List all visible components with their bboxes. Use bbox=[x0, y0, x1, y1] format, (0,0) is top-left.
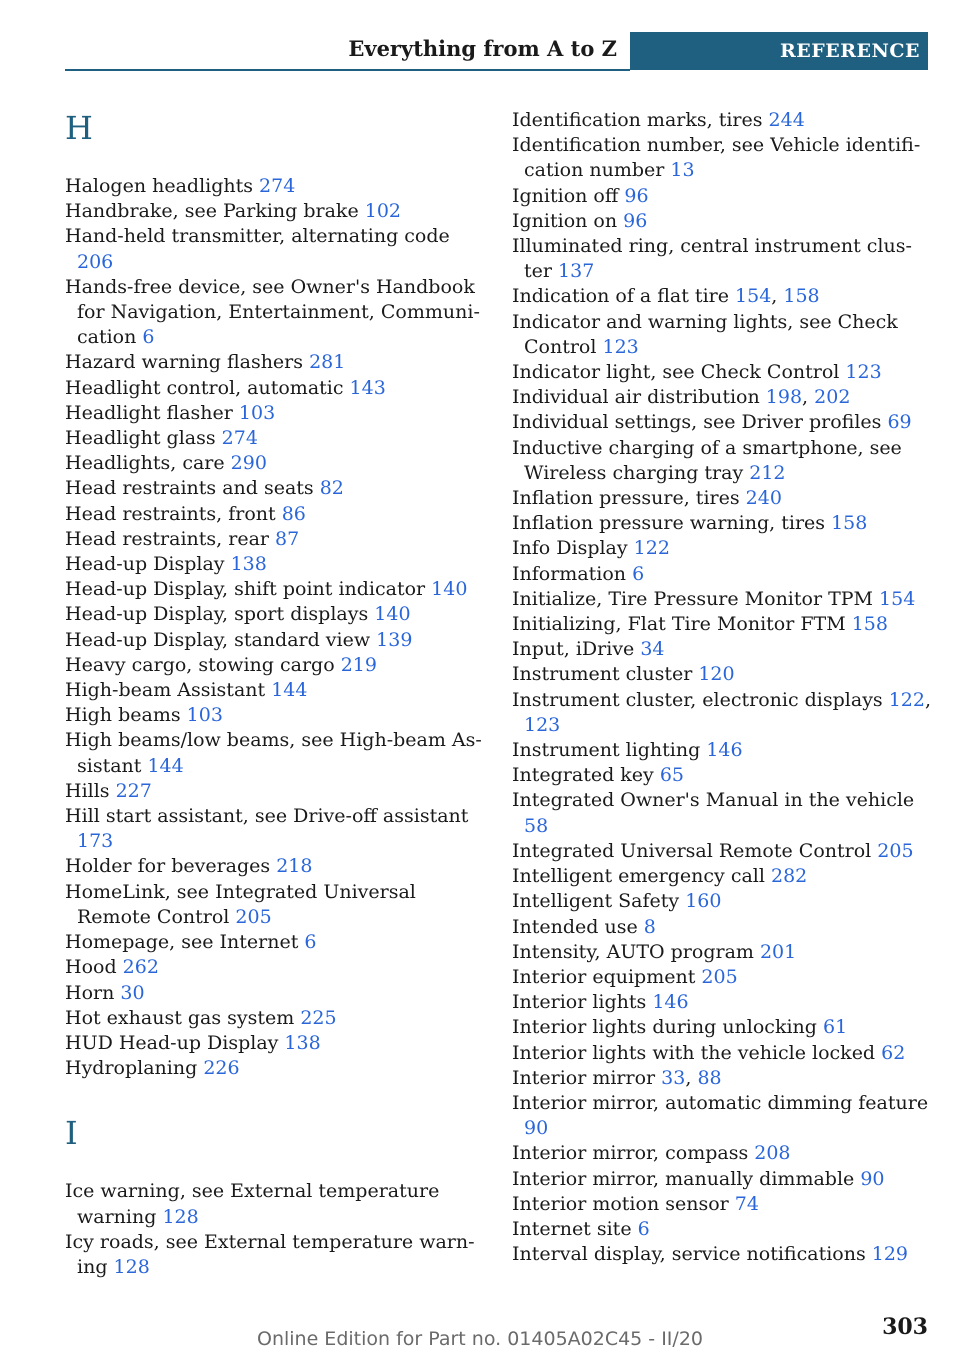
index-entry-term: HomeLink, see Integrated Universal Remote Control bbox=[65, 880, 416, 928]
index-entry bbox=[512, 612, 932, 637]
index-entry-term: Info Display bbox=[512, 537, 634, 560]
index-entry-term: Internet site bbox=[512, 1217, 638, 1240]
index-entry bbox=[65, 376, 485, 401]
index-entry-term: High-beam Assistant bbox=[65, 679, 272, 702]
page-reference-link[interactable]: 90 bbox=[524, 1117, 549, 1140]
index-entry bbox=[512, 385, 932, 410]
index-entry-term: Hill start assistant, see Drive-off assistant bbox=[65, 805, 469, 828]
index-entry-term: Identification number, see Vehicle identification number bbox=[512, 134, 921, 182]
index-entry-list bbox=[65, 174, 485, 1081]
page-reference-link[interactable]: 205 bbox=[877, 839, 914, 862]
index-entry-term: Hazard warning flashers bbox=[65, 351, 310, 374]
index-entry-term: Handbrake, see Parking brake bbox=[65, 200, 365, 223]
index-entry-term: Initializing, Flat Tire Monitor FTM bbox=[512, 613, 852, 636]
index-entry bbox=[65, 779, 485, 804]
index-entry-term: Integrated Owner's Manual in the vehicle bbox=[512, 789, 915, 812]
index-letter-heading: I bbox=[65, 1114, 78, 1153]
index-entry bbox=[65, 703, 485, 728]
index-entry-term: Interior lights with the vehicle locked bbox=[512, 1041, 882, 1064]
index-entry-list bbox=[65, 1179, 485, 1280]
index-entry-list bbox=[512, 108, 932, 1267]
index-entry-term: Hand-held transmitter, alternating code bbox=[65, 225, 450, 248]
index-entry-term: Integrated Universal Remote Control bbox=[512, 839, 878, 862]
page-reference-link[interactable]: 146 bbox=[652, 991, 689, 1014]
index-entry-term: Ignition off bbox=[512, 184, 625, 207]
index-entry bbox=[512, 1066, 932, 1091]
index-entry bbox=[512, 839, 932, 864]
page-reference-link[interactable]: 201 bbox=[759, 940, 797, 963]
index-entry-term: Hot exhaust gas system bbox=[65, 1006, 301, 1029]
page-reference-link[interactable]: 13 bbox=[670, 159, 695, 182]
index-entry-term: Head restraints, front bbox=[65, 502, 282, 525]
index-entry-term: Halogen headlights bbox=[65, 175, 260, 197]
page-reference-link[interactable]: 33 bbox=[661, 1066, 686, 1089]
index-entry-term: Interior mirror, compass bbox=[512, 1142, 755, 1165]
page-ref-separator: , bbox=[771, 285, 784, 308]
page-reference-link[interactable]: 240 bbox=[745, 487, 782, 510]
index-entry-term: Headlight glass bbox=[65, 427, 222, 450]
page-reference-link[interactable]: 138 bbox=[284, 1031, 321, 1054]
index-entry bbox=[65, 502, 485, 527]
index-entry bbox=[512, 1192, 932, 1217]
index-entry bbox=[65, 1230, 485, 1280]
page-reference-link[interactable]: 143 bbox=[349, 376, 386, 399]
page-reference-link[interactable]: 160 bbox=[685, 890, 722, 913]
index-entry bbox=[65, 728, 485, 778]
index-entry bbox=[65, 981, 485, 1006]
index-entry-term: Headlight control, automatic bbox=[65, 376, 350, 399]
page-reference-link[interactable]: 244 bbox=[768, 109, 805, 131]
page-reference-link[interactable]: 206 bbox=[77, 250, 114, 273]
page-reference-link[interactable]: 123 bbox=[602, 335, 639, 358]
page-reference-link[interactable]: 128 bbox=[162, 1205, 199, 1228]
index-entry bbox=[512, 511, 932, 536]
page-reference-link[interactable]: 226 bbox=[203, 1057, 240, 1080]
index-entry bbox=[512, 587, 932, 612]
index-entry-term: HUD Head-up Display bbox=[65, 1031, 285, 1054]
index-entry-term: Inductive charging of a smartphone, see Wireless charging tray bbox=[512, 436, 902, 484]
page-number: 303 bbox=[882, 1314, 928, 1340]
index-entry bbox=[512, 1167, 932, 1192]
page-reference-link[interactable]: 140 bbox=[374, 603, 411, 626]
index-entry bbox=[512, 536, 932, 561]
index-entry-term: Holder for beverages bbox=[65, 855, 277, 878]
index-entry bbox=[65, 426, 485, 451]
index-entry bbox=[512, 108, 932, 133]
page-reference-link[interactable]: 123 bbox=[845, 361, 882, 384]
index-entry bbox=[512, 688, 932, 738]
index-entry-term: Head restraints and seats bbox=[65, 477, 320, 500]
index-entry bbox=[512, 133, 932, 183]
page-reference-link[interactable]: 128 bbox=[113, 1255, 150, 1278]
index-entry bbox=[65, 678, 485, 703]
page-reference-link[interactable]: 30 bbox=[120, 981, 145, 1004]
index-entry-term: Head restraints, rear bbox=[65, 527, 276, 550]
index-entry bbox=[65, 527, 485, 552]
index-entry-term: Input, iDrive bbox=[512, 638, 641, 661]
index-entry-term: Indicator and warning lights, see Check Control bbox=[512, 310, 898, 358]
page-reference-link[interactable]: 202 bbox=[814, 386, 851, 409]
page-reference-link[interactable]: 198 bbox=[765, 386, 803, 409]
index-entry-term: Interior lights during unlocking bbox=[512, 1016, 823, 1039]
page-reference-link[interactable]: 129 bbox=[871, 1243, 909, 1266]
index-entry-term: Illuminated ring, central instrument cluster bbox=[512, 235, 912, 283]
index-entry-term: Heavy cargo, stowing cargo bbox=[65, 653, 341, 676]
index-entry-term: High beams/low beams, see High-beam Assistant bbox=[65, 729, 482, 777]
page-reference-link[interactable]: 158 bbox=[851, 613, 888, 636]
index-entry bbox=[65, 552, 485, 577]
index-entry-term: Initialize, Tire Pressure Monitor TPM bbox=[512, 587, 880, 610]
page-reference-link[interactable]: 262 bbox=[122, 956, 159, 979]
index-entry bbox=[65, 880, 485, 930]
page-reference-link[interactable]: 103 bbox=[238, 401, 276, 424]
index-entry-term: Ice warning, see External temperature warning bbox=[65, 1180, 440, 1228]
page-reference-link[interactable]: 123 bbox=[524, 713, 561, 736]
index-entry bbox=[512, 486, 932, 511]
page-reference-link[interactable]: 120 bbox=[698, 663, 735, 686]
index-entry bbox=[65, 1031, 485, 1056]
page-reference-link[interactable]: 65 bbox=[659, 764, 684, 787]
page-reference-link[interactable]: 88 bbox=[697, 1066, 722, 1089]
index-entry bbox=[512, 738, 932, 763]
index-entry bbox=[65, 804, 485, 854]
index-entry bbox=[512, 410, 932, 435]
page-reference-link[interactable]: 69 bbox=[887, 411, 912, 434]
index-entry-term: Headlights, care bbox=[65, 452, 231, 475]
index-entry-term: Indication of a flat tire bbox=[512, 285, 736, 308]
page-reference-link[interactable]: 212 bbox=[749, 461, 786, 484]
index-entry bbox=[65, 224, 485, 274]
index-entry-term: Identification marks, tires bbox=[512, 109, 769, 131]
running-header-title: Everything from A to Z bbox=[348, 36, 617, 61]
index-entry bbox=[512, 637, 932, 662]
index-entry-term: Hood bbox=[65, 956, 123, 979]
index-entry bbox=[512, 990, 932, 1015]
index-entry-term: Inflation pressure, tires bbox=[512, 487, 746, 510]
index-entry-term: Interior mirror, manually dimmable bbox=[512, 1167, 861, 1190]
page-reference-link[interactable]: 122 bbox=[888, 688, 925, 711]
page-ref-separator: , bbox=[802, 386, 815, 409]
page-reference-link[interactable]: 96 bbox=[624, 184, 649, 207]
page-reference-link[interactable]: 140 bbox=[431, 578, 468, 601]
page-reference-link[interactable]: 82 bbox=[319, 477, 344, 500]
index-entry bbox=[512, 184, 932, 209]
page-reference-link[interactable]: 6 bbox=[637, 1217, 650, 1240]
page-reference-link[interactable]: 62 bbox=[881, 1041, 906, 1064]
index-entry-term: Integrated key bbox=[512, 764, 660, 787]
page-reference-link[interactable]: 274 bbox=[221, 427, 258, 450]
index-entry-term: Individual air distribution bbox=[512, 386, 766, 409]
index-entry-term: Inflation pressure warning, tires bbox=[512, 512, 832, 535]
index-entry-term: Indicator light, see Check Control bbox=[512, 361, 846, 384]
page-reference-link[interactable]: 158 bbox=[831, 512, 868, 535]
index-entry bbox=[65, 451, 485, 476]
page-reference-link[interactable]: 6 bbox=[142, 326, 155, 349]
index-entry bbox=[65, 199, 485, 224]
index-entry-term: Hydroplaning bbox=[65, 1057, 204, 1080]
index-entry bbox=[65, 275, 485, 351]
index-entry bbox=[512, 662, 932, 687]
index-entry-term: Head-up Display bbox=[65, 553, 231, 576]
index-entry bbox=[65, 174, 485, 199]
page-reference-link[interactable]: 139 bbox=[376, 628, 413, 651]
index-entry-term: Instrument cluster bbox=[512, 663, 699, 686]
index-entry-term: Homepage, see Internet bbox=[65, 931, 305, 954]
index-entry-term: Interval display, service notifications bbox=[512, 1243, 872, 1266]
index-entry bbox=[512, 788, 932, 838]
index-entry-term: Hands-free device, see Owner's Handbook for Navigation, Entertainment, Communication bbox=[65, 275, 480, 349]
index-entry-term: Head-up Display, sport displays bbox=[65, 603, 375, 626]
page-reference-link[interactable]: 138 bbox=[230, 553, 267, 576]
index-entry bbox=[512, 234, 932, 284]
index-entry bbox=[512, 1015, 932, 1040]
index-entry bbox=[65, 955, 485, 980]
page-reference-link[interactable]: 122 bbox=[633, 537, 670, 560]
index-entry bbox=[512, 209, 932, 234]
index-entry bbox=[512, 436, 932, 486]
page-reference-link[interactable]: 154 bbox=[735, 285, 772, 308]
page-ref-separator: , bbox=[924, 688, 932, 711]
page-reference-link[interactable]: 58 bbox=[524, 814, 549, 837]
index-entry bbox=[65, 476, 485, 501]
page-reference-link[interactable]: 274 bbox=[259, 175, 296, 197]
page-reference-link[interactable]: 90 bbox=[860, 1167, 885, 1190]
index-entry-term: High beams bbox=[65, 704, 187, 727]
index-entry-term: Intended use bbox=[512, 915, 644, 938]
index-entry bbox=[512, 965, 932, 990]
page-reference-link[interactable]: 205 bbox=[235, 905, 272, 928]
index-entry bbox=[512, 310, 932, 360]
index-entry-term: Interior mirror, automatic dimming feature bbox=[512, 1091, 929, 1114]
index-entry bbox=[512, 915, 932, 940]
page-reference-link[interactable]: 173 bbox=[77, 830, 114, 853]
footer-edition-note: Online Edition for Part no. 01405A02C45 - II/20 bbox=[256, 1328, 703, 1350]
page-reference-link[interactable]: 227 bbox=[115, 779, 152, 802]
page-reference-link[interactable]: 6 bbox=[632, 562, 645, 585]
page-reference-link[interactable]: 225 bbox=[300, 1006, 337, 1029]
index-entry bbox=[512, 1217, 932, 1242]
index-entry bbox=[512, 1091, 932, 1141]
index-entry-term: Hills bbox=[65, 779, 116, 802]
page-reference-link[interactable]: 282 bbox=[770, 865, 808, 888]
page-reference-link[interactable]: 218 bbox=[276, 855, 313, 878]
index-entry bbox=[65, 602, 485, 627]
index-column-right bbox=[512, 108, 932, 1267]
page-reference-link[interactable]: 86 bbox=[281, 502, 306, 525]
index-entry bbox=[65, 854, 485, 879]
page-reference-link[interactable]: 34 bbox=[640, 638, 665, 661]
index-entry bbox=[512, 940, 932, 965]
index-entry-term: Intensity, AUTO program bbox=[512, 940, 760, 963]
page-reference-link[interactable]: 103 bbox=[186, 704, 223, 727]
index-entry bbox=[512, 1242, 932, 1267]
index-entry bbox=[512, 562, 932, 587]
index-entry bbox=[512, 284, 932, 309]
index-column-left bbox=[65, 108, 485, 1280]
index-entry-term: Horn bbox=[65, 981, 121, 1004]
page-reference-link[interactable]: 6 bbox=[304, 931, 317, 954]
index-entry-term: Head-up Display, standard view bbox=[65, 628, 377, 651]
index-entry bbox=[65, 1179, 485, 1229]
header-rule bbox=[65, 69, 630, 71]
index-entry bbox=[65, 930, 485, 955]
page-reference-link[interactable]: 144 bbox=[147, 754, 184, 777]
index-entry-term: Interior equipment bbox=[512, 965, 702, 988]
index-entry-term: Interior motion sensor bbox=[512, 1192, 735, 1215]
index-entry-term: Information bbox=[512, 562, 633, 585]
page-reference-link[interactable]: 61 bbox=[822, 1016, 848, 1039]
index-entry bbox=[512, 1141, 932, 1166]
index-entry-term: Headlight flasher bbox=[65, 401, 239, 424]
index-entry-term: Ignition on bbox=[512, 209, 624, 232]
index-entry bbox=[65, 350, 485, 375]
index-entry-term: Head-up Display, shift point indicator bbox=[65, 578, 432, 601]
page-reference-link[interactable]: 144 bbox=[271, 679, 308, 702]
page-reference-link[interactable]: 208 bbox=[754, 1142, 791, 1165]
page-reference-link[interactable]: 154 bbox=[879, 587, 916, 610]
index-entry-term: Individual settings, see Driver profiles bbox=[512, 411, 888, 434]
index-entry-term: Interior lights bbox=[512, 991, 653, 1014]
index-entry-term: Icy roads, see External temperature warning bbox=[65, 1230, 475, 1278]
index-entry-term: Instrument cluster, electronic displays bbox=[512, 688, 889, 711]
page-reference-link[interactable]: 219 bbox=[340, 653, 377, 676]
index-entry bbox=[65, 577, 485, 602]
index-entry bbox=[65, 401, 485, 426]
index-entry-term: Intelligent Safety bbox=[512, 890, 686, 913]
index-letter-heading: H bbox=[65, 109, 93, 147]
page-reference-link[interactable]: 8 bbox=[643, 915, 656, 938]
page-reference-link[interactable]: 137 bbox=[558, 260, 595, 283]
page-reference-link[interactable]: 102 bbox=[364, 200, 401, 223]
page-reference-link[interactable]: 74 bbox=[734, 1192, 759, 1215]
index-entry bbox=[512, 889, 932, 914]
index-entry bbox=[65, 628, 485, 653]
index-entry bbox=[512, 864, 932, 889]
page-reference-link[interactable]: 96 bbox=[623, 209, 648, 232]
index-entry bbox=[65, 653, 485, 678]
index-entry bbox=[65, 1056, 485, 1081]
index-entry bbox=[512, 1041, 932, 1066]
page-reference-link[interactable]: 158 bbox=[783, 285, 820, 308]
page-reference-link[interactable]: 290 bbox=[230, 452, 267, 475]
index-entry-term: Interior mirror bbox=[512, 1066, 662, 1089]
page-reference-link[interactable]: 205 bbox=[701, 965, 738, 988]
index-entry bbox=[512, 360, 932, 385]
page-reference-link[interactable]: 87 bbox=[275, 527, 300, 550]
index-entry bbox=[512, 763, 932, 788]
index-entry-term: Instrument lighting bbox=[512, 739, 707, 762]
section-tab: REFERENCE bbox=[630, 32, 928, 70]
page-ref-separator: , bbox=[685, 1066, 698, 1089]
page-reference-link[interactable]: 281 bbox=[309, 351, 346, 374]
index-entry bbox=[65, 1006, 485, 1031]
index-entry-term: Intelligent emergency call bbox=[512, 865, 771, 888]
page-reference-link[interactable]: 146 bbox=[706, 739, 743, 762]
